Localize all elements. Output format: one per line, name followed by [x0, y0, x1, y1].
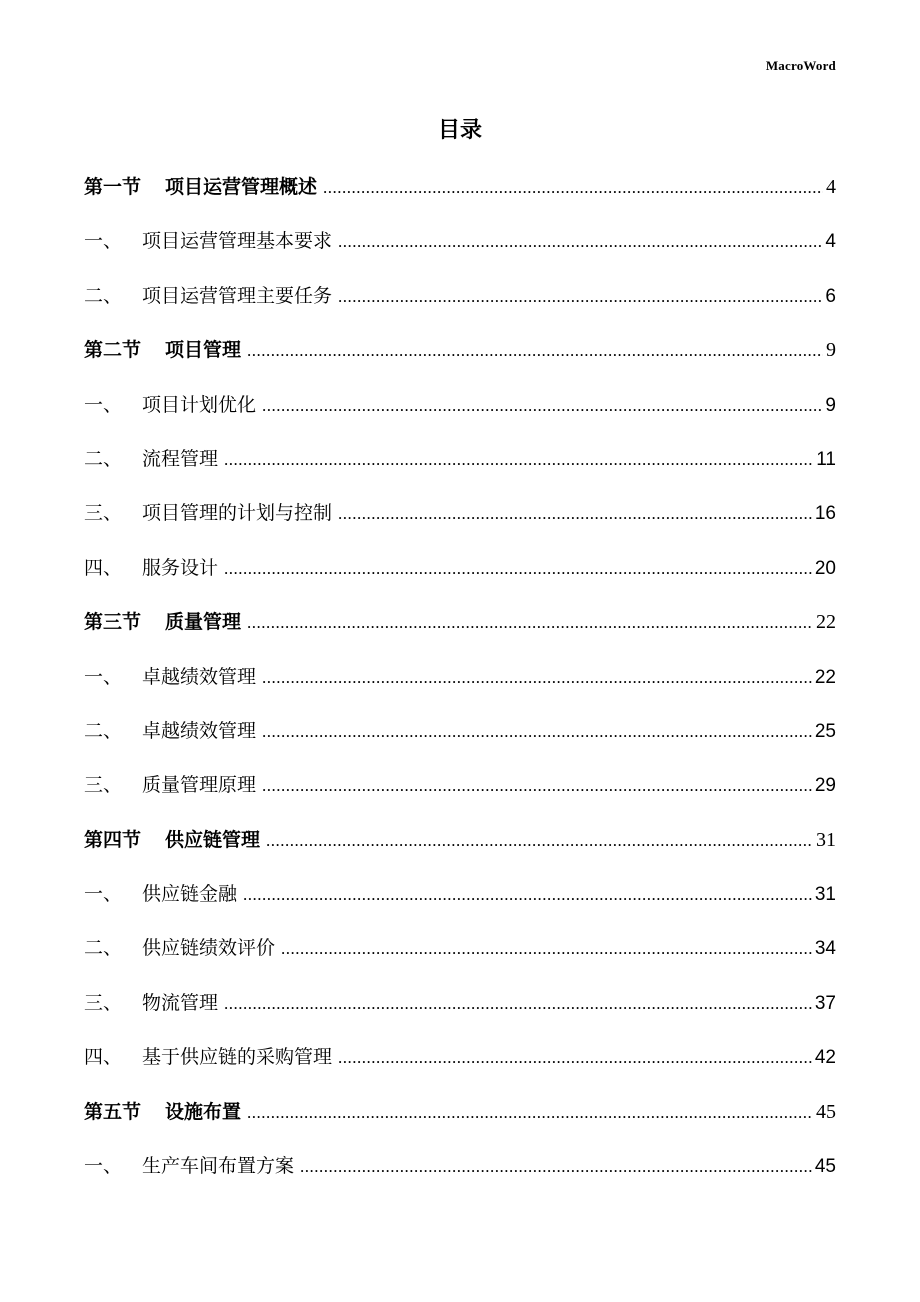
toc-item-entry[interactable]	[84, 976, 836, 1030]
toc-entry-number: 三、	[84, 991, 123, 1014]
toc-dot-leader	[224, 433, 813, 487]
toc-entry-page-number: 42	[814, 1047, 836, 1069]
toc-entry-title: 设施布置	[165, 1100, 242, 1123]
toc-item-entry[interactable]	[84, 541, 836, 595]
toc-entry-number: 四、	[84, 556, 123, 579]
toc-entry-number: 第三节	[84, 611, 142, 634]
toc-entry-page-number: 45	[816, 1100, 836, 1123]
toc-dot-leader	[262, 759, 812, 813]
toc-entry-number: 第一节	[84, 176, 142, 198]
toc-entry-title: 供应链绩效评价	[142, 937, 276, 960]
toc-dot-leader	[300, 1140, 812, 1194]
toc-entry-page-number: 6	[825, 285, 836, 307]
toc-dot-leader	[243, 868, 812, 922]
toc-item-entry[interactable]	[84, 1030, 836, 1084]
toc-entry-number: 一、	[84, 665, 123, 688]
toc-section-entry[interactable]	[84, 1085, 836, 1139]
toc-entry-number: 四、	[84, 1046, 123, 1069]
toc-dot-leader	[224, 542, 812, 596]
toc-dot-leader	[224, 977, 812, 1031]
toc-section-entry[interactable]	[84, 323, 836, 377]
toc-dot-leader	[281, 922, 812, 976]
toc-entry-title: 卓越绩效管理	[142, 719, 257, 742]
toc-entry-number: 二、	[84, 284, 123, 307]
toc-entry-page-number: 4	[825, 231, 836, 253]
toc-entry-number: 一、	[84, 883, 123, 906]
toc-item-entry[interactable]	[84, 704, 836, 758]
toc-section-entry[interactable]	[84, 813, 836, 867]
toc-entry-title: 流程管理	[142, 447, 219, 470]
toc-item-entry[interactable]	[84, 378, 836, 432]
toc-entry-title: 物流管理	[142, 991, 219, 1014]
toc-entry-number: 二、	[84, 937, 123, 960]
toc-item-entry[interactable]	[84, 867, 836, 921]
toc-dot-leader	[247, 1086, 813, 1140]
toc-dot-leader	[338, 270, 822, 324]
toc-entry-page-number: 25	[814, 720, 836, 742]
toc-entry-number: 二、	[84, 719, 123, 742]
header-brand: MacroWord	[765, 58, 836, 73]
toc-entry-number: 第二节	[84, 339, 142, 362]
toc-entry-number: 一、	[84, 1155, 123, 1178]
toc-entry-page-number: 9	[825, 394, 836, 416]
toc-entry-title: 基于供应链的采购管理	[142, 1046, 333, 1069]
toc-dot-leader	[338, 1031, 812, 1085]
toc-entry-title: 项目运营管理概述	[165, 176, 318, 198]
toc-entry-title: 生产车间布置方案	[142, 1155, 295, 1178]
toc-entry-number: 二、	[84, 447, 123, 470]
toc-entry-number: 三、	[84, 502, 123, 525]
toc-entry-number: 三、	[84, 774, 123, 797]
toc-dot-leader	[262, 651, 812, 705]
toc-entry-page-number: 31	[814, 884, 836, 906]
toc-entry-page-number: 37	[814, 992, 836, 1014]
toc-item-entry[interactable]	[84, 432, 836, 486]
toc-dot-leader	[338, 487, 812, 541]
toc-entry-page-number: 22	[816, 611, 836, 634]
toc-dot-leader	[247, 324, 823, 378]
toc-dot-leader	[266, 814, 813, 868]
toc-entry-page-number: 31	[816, 828, 836, 851]
toc-item-entry[interactable]	[84, 758, 836, 812]
toc-entry-title: 质量管理	[165, 611, 242, 634]
toc-entry-title: 项目计划优化	[142, 393, 257, 416]
toc-item-entry[interactable]	[84, 214, 836, 268]
toc-dot-leader	[262, 705, 812, 759]
toc-entry-title: 供应链管理	[165, 828, 261, 851]
toc-entry-page-number: 16	[814, 503, 836, 525]
toc-entry-title: 项目运营管理主要任务	[142, 284, 333, 307]
toc-entry-number: 第五节	[84, 1100, 142, 1123]
toc-entry-page-number: 20	[814, 557, 836, 579]
toc-entry-page-number: 9	[826, 339, 836, 362]
toc-entry-page-number: 29	[814, 775, 836, 797]
toc-entry-page-number: 11	[816, 448, 836, 470]
toc-item-entry[interactable]	[84, 1139, 836, 1193]
toc-section-entry[interactable]	[84, 595, 836, 649]
toc-dot-leader	[262, 379, 822, 433]
toc-item-entry[interactable]	[84, 921, 836, 975]
toc-item-entry[interactable]	[84, 269, 836, 323]
toc-dot-leader	[338, 215, 822, 269]
toc-entry-title: 质量管理原理	[142, 774, 257, 797]
toc-entry-number: 一、	[84, 230, 123, 253]
toc-entry-page-number: 45	[814, 1156, 836, 1178]
toc-entry-title: 项目管理	[165, 339, 242, 362]
toc-dot-leader	[323, 161, 823, 215]
toc-dot-leader	[247, 596, 813, 650]
toc-entry-number: 一、	[84, 393, 123, 416]
toc-entry-title: 卓越绩效管理	[142, 665, 257, 688]
toc-entry-title: 项目管理的计划与控制	[142, 502, 333, 525]
toc-item-entry[interactable]	[84, 486, 836, 540]
toc-title: 目录	[437, 118, 482, 143]
toc-entry-page-number: 22	[814, 666, 836, 688]
table-of-contents	[84, 160, 836, 1193]
toc-entry-page-number: 4	[826, 176, 836, 198]
toc-entry-title: 项目运营管理基本要求	[142, 230, 333, 253]
toc-item-entry[interactable]	[84, 650, 836, 704]
toc-section-entry[interactable]	[84, 160, 836, 214]
toc-entry-title: 服务设计	[142, 556, 219, 579]
toc-entry-number: 第四节	[84, 828, 142, 851]
toc-entry-title: 供应链金融	[142, 883, 238, 906]
toc-entry-page-number: 34	[814, 938, 836, 960]
